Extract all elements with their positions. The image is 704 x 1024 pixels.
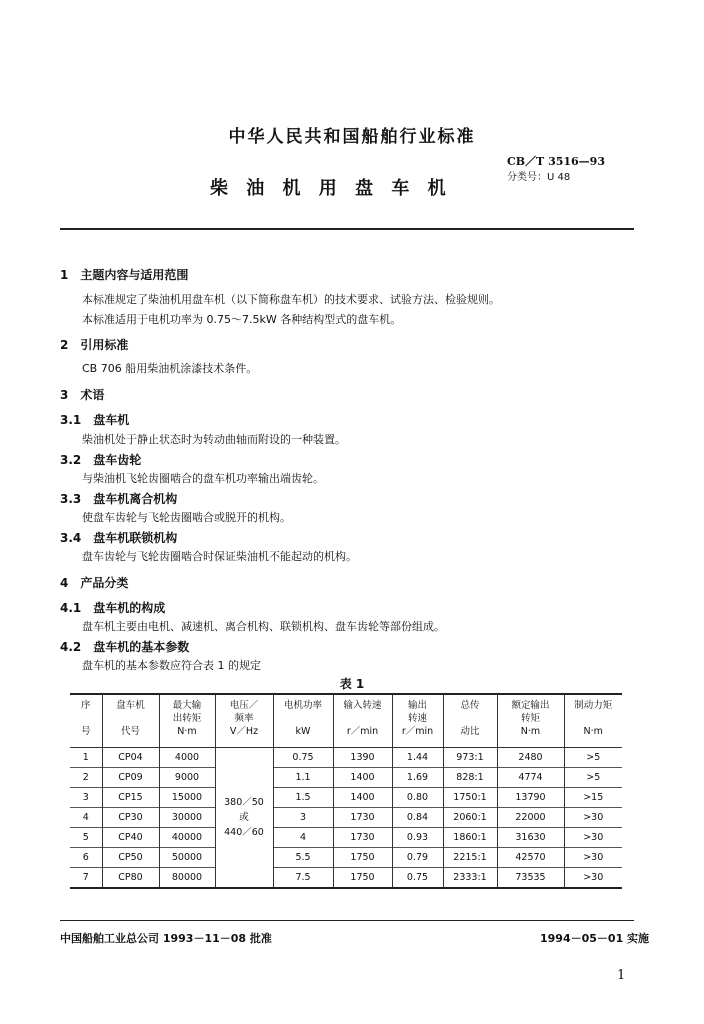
cell-seq: 2 [70, 768, 102, 788]
cell-inspeed: 1730 [333, 828, 392, 848]
cell-model: CP15 [102, 788, 159, 808]
section-3-1-heading: 3.1 盘车机 [60, 413, 130, 427]
cell-outspeed: 1.69 [392, 768, 443, 788]
cell-model: CP50 [102, 848, 159, 868]
cell-outspeed: 1.44 [392, 748, 443, 768]
table-row [70, 808, 622, 828]
classification-number: 分类号：U 48 [507, 172, 571, 183]
page-number: 1 [617, 968, 626, 983]
cell-outspeed: 0.93 [392, 828, 443, 848]
cell-rated: 31630 [497, 828, 564, 848]
table-row [70, 768, 622, 788]
table-header-row [70, 694, 622, 748]
cell-model: CP80 [102, 868, 159, 889]
table-row [70, 828, 622, 848]
cell-ratio: 2060:1 [443, 808, 497, 828]
section-3-2-paragraph: 与柴油机飞轮齿圈啮合的盘车机功率输出端齿轮。 [82, 472, 324, 485]
section-3-3-heading: 3.3 盘车机离合机构 [60, 492, 178, 506]
section-2-paragraph: CB 706 船用柴油机涂漆技术条件。 [82, 362, 258, 375]
cell-outspeed: 0.79 [392, 848, 443, 868]
cell-model: CP30 [102, 808, 159, 828]
header-brake-torque: 制动力矩 N·m [564, 694, 622, 748]
cell-torque: 9000 [159, 768, 215, 788]
section-1-paragraph-2: 本标准适用于电机功率为 0.75～7.5kW 各种结构型式的盘车机。 [82, 313, 402, 326]
cell-rated: 42570 [497, 848, 564, 868]
section-3-4-paragraph: 盘车齿轮与飞轮齿圈啮合时保证柴油机不能起动的机构。 [82, 550, 357, 563]
cell-power: 0.75 [273, 748, 333, 768]
cell-inspeed: 1750 [333, 868, 392, 889]
cell-brake: >5 [564, 768, 622, 788]
approval-line: 中国船舶工业总公司 1993－11－08 批准 [60, 932, 272, 945]
cell-rated: 73535 [497, 868, 564, 889]
cell-ratio: 2333:1 [443, 868, 497, 889]
cell-torque: 4000 [159, 748, 215, 768]
implementation-date: 1994－05－01 实施 [540, 932, 650, 945]
section-1-heading: 1 主题内容与适用范围 [60, 268, 189, 282]
footer-divider [60, 920, 634, 921]
cell-power: 5.5 [273, 848, 333, 868]
parameters-table [70, 693, 622, 889]
cell-brake: >15 [564, 788, 622, 808]
cell-rated: 4774 [497, 768, 564, 788]
cell-rated: 13790 [497, 788, 564, 808]
header-output-speed: 输出转速 r／min [392, 694, 443, 748]
section-4-2-paragraph: 盘车机的基本参数应符合表 1 的规定 [82, 659, 261, 672]
table-row [70, 788, 622, 808]
table-row [70, 848, 622, 868]
header-divider [60, 228, 634, 230]
cell-torque: 15000 [159, 788, 215, 808]
section-3-1-paragraph: 柴油机处于静止状态时为转动曲轴而附设的一种装置。 [82, 433, 346, 446]
standard-code: CB／T 3516—93 [507, 155, 605, 168]
header-voltage: 电压／频率 V／Hz [215, 694, 273, 748]
section-1-paragraph-1: 本标准规定了柴油机用盘车机（以下简称盘车机）的技术要求、试验方法、检验规则。 [82, 293, 500, 306]
cell-inspeed: 1750 [333, 848, 392, 868]
cell-torque: 50000 [159, 848, 215, 868]
section-4-1-paragraph: 盘车机主要由电机、减速机、离合机构、联锁机构、盘车齿轮等部份组成。 [82, 620, 445, 633]
section-4-heading: 4 产品分类 [60, 576, 129, 590]
cell-inspeed: 1400 [333, 788, 392, 808]
section-3-4-heading: 3.4 盘车机联锁机构 [60, 531, 178, 545]
cell-ratio: 2215:1 [443, 848, 497, 868]
cell-ratio: 828:1 [443, 768, 497, 788]
cell-ratio: 1860:1 [443, 828, 497, 848]
section-4-1-heading: 4.1 盘车机的构成 [60, 601, 166, 615]
header-total-ratio: 总传 动比 [443, 694, 497, 748]
cell-model: CP04 [102, 748, 159, 768]
cell-inspeed: 1730 [333, 808, 392, 828]
table-row [70, 748, 622, 768]
cell-outspeed: 0.84 [392, 808, 443, 828]
cell-torque: 30000 [159, 808, 215, 828]
header-max-torque: 最大输出转矩 N·m [159, 694, 215, 748]
cell-seq: 5 [70, 828, 102, 848]
header-model: 盘车机 代号 [102, 694, 159, 748]
cell-brake: >30 [564, 828, 622, 848]
organization-title: 中华人民共和国船舶行业标准 [228, 127, 476, 147]
cell-torque: 80000 [159, 868, 215, 889]
header-seq: 序 号 [70, 694, 102, 748]
voltage-merged-cell: 380／50 或 440／60 [215, 748, 273, 889]
cell-power: 7.5 [273, 868, 333, 889]
section-4-2-heading: 4.2 盘车机的基本参数 [60, 640, 190, 654]
cell-brake: >30 [564, 808, 622, 828]
cell-rated: 2480 [497, 748, 564, 768]
document-title: 柴 油 机 用 盘 车 机 [210, 178, 452, 199]
section-3-heading: 3 术语 [60, 388, 105, 402]
table-caption: 表 1 [339, 677, 365, 691]
cell-power: 1.5 [273, 788, 333, 808]
cell-seq: 1 [70, 748, 102, 768]
cell-seq: 7 [70, 868, 102, 889]
cell-brake: >5 [564, 748, 622, 768]
cell-ratio: 1750:1 [443, 788, 497, 808]
section-3-2-heading: 3.2 盘车齿轮 [60, 453, 142, 467]
cell-power: 3 [273, 808, 333, 828]
cell-outspeed: 0.75 [392, 868, 443, 889]
cell-seq: 6 [70, 848, 102, 868]
cell-model: CP40 [102, 828, 159, 848]
header-rated-torque: 额定输出转矩 N·m [497, 694, 564, 748]
cell-rated: 22000 [497, 808, 564, 828]
cell-seq: 4 [70, 808, 102, 828]
cell-seq: 3 [70, 788, 102, 808]
section-2-heading: 2 引用标准 [60, 338, 129, 352]
cell-power: 4 [273, 828, 333, 848]
table-row [70, 868, 622, 889]
cell-inspeed: 1390 [333, 748, 392, 768]
cell-brake: >30 [564, 868, 622, 889]
cell-ratio: 973:1 [443, 748, 497, 768]
header-input-speed: 输入转速 r／min [333, 694, 392, 748]
cell-outspeed: 0.80 [392, 788, 443, 808]
cell-model: CP09 [102, 768, 159, 788]
cell-power: 1.1 [273, 768, 333, 788]
section-3-3-paragraph: 使盘车齿轮与飞轮齿圈啮合或脱开的机构。 [82, 511, 291, 524]
header-motor-power: 电机功率 kW [273, 694, 333, 748]
cell-brake: >30 [564, 848, 622, 868]
cell-inspeed: 1400 [333, 768, 392, 788]
cell-torque: 40000 [159, 828, 215, 848]
